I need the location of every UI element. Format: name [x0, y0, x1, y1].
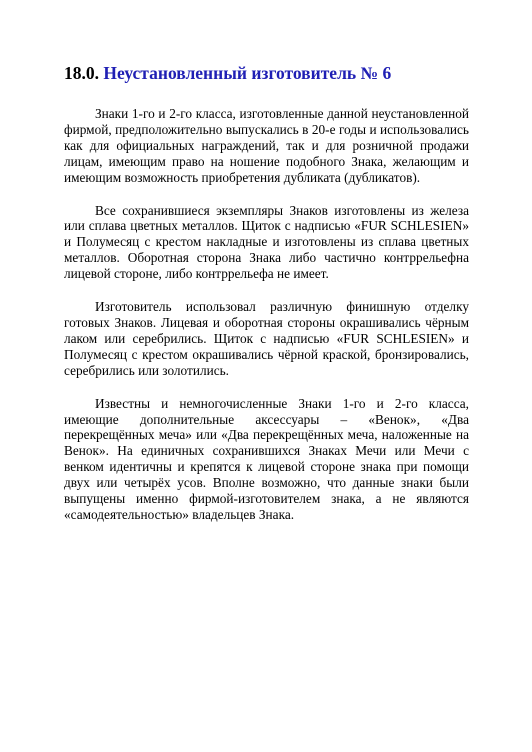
paragraph-4: Известны и немногочисленные Знаки 1-го и 2-го класса, имеющие дополнительные аксессуары – «Венок», «Два перекрещённых меча» или «Два перекрещённых меча, наложенные на Венок». На единичных сохранившихся Знаках Мечи или Мечи с венком идентичны и крепятся к лицевой стороне знака при помощи двух или четырёх усов. Вполне возможно, что данные знаки были выпущены именно фирмой-изготовителем знака, а не являются «самодеятельностью» владельцев Знака. [64, 395, 469, 522]
section-number: 18.0. [64, 63, 99, 83]
paragraph-3: Изготовитель использовал различную финишную отделку готовых Знаков. Лицевая и оборотная стороны окрашивались чёрным лаком или серебрились. Щиток с надписью «FUR SCHLESIEN» и Полумесяц с крестом окрашивались чёрной краской, бронзировались, серебрились или золотились. [64, 299, 469, 378]
document-page [64, 62, 469, 540]
section-title: Неустановленный изготовитель № 6 [103, 63, 392, 83]
section-heading [64, 62, 469, 84]
paragraph-1: Знаки 1-го и 2-го класса, изготовленные данной неустановленной фирмой, предположительно выпускались в 20-е годы и использовались как для официальных награждений, так и для розничной продажи лицам, имеющим право на ношение подобного Знака, желающим и имеющим возможность приобретения дубликата (дубликатов). [64, 106, 469, 185]
paragraph-2: Все сохранившиеся экземпляры Знаков изготовлены из железа или сплава цветных металлов. Щиток с надписью «FUR SCHLESIEN» и Полумесяц с крестом накладные и изготовлены из сплава цветных металлов. Оборотная сторона Знака либо частично контррельефна лицевой стороне, либо контррельефа не имеет. [64, 202, 469, 282]
